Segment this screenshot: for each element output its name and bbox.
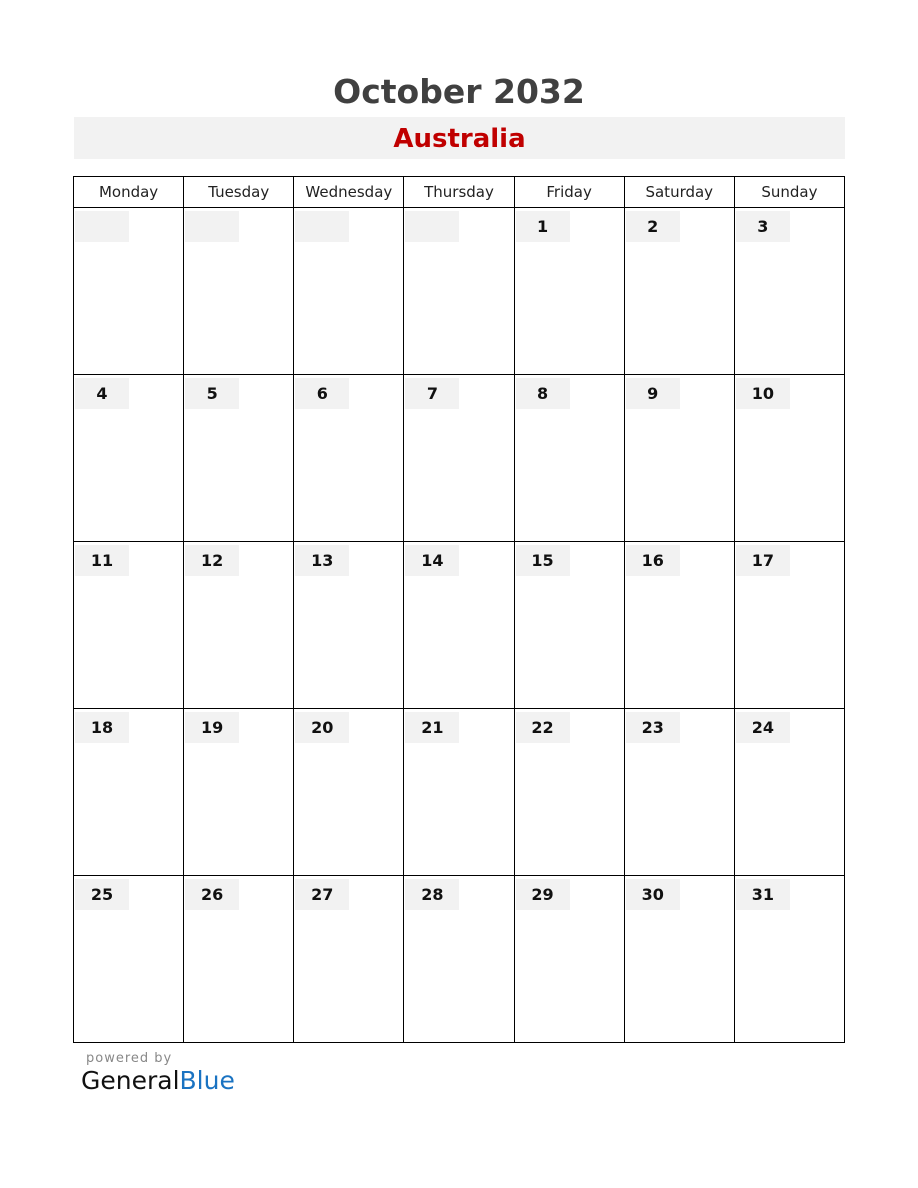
day-cell[interactable] — [74, 542, 184, 709]
day-cell[interactable] — [624, 375, 734, 542]
day-number: 20 — [295, 712, 349, 743]
day-cell[interactable] — [514, 542, 624, 709]
day-number: 7 — [405, 378, 459, 409]
day-number: 24 — [736, 712, 790, 743]
day-number: 3 — [736, 211, 790, 242]
day-number: 14 — [405, 545, 459, 576]
day-cell[interactable] — [74, 876, 184, 1043]
weekday-header: Wednesday — [294, 177, 404, 208]
generalblue-logo[interactable] — [81, 1066, 235, 1095]
day-cell[interactable] — [514, 709, 624, 876]
weekday-header: Tuesday — [184, 177, 294, 208]
day-cell[interactable] — [734, 375, 844, 542]
day-cell[interactable] — [514, 876, 624, 1043]
day-number: 15 — [516, 545, 570, 576]
day-cell[interactable] — [294, 208, 404, 375]
day-number: 8 — [516, 378, 570, 409]
country-banner — [74, 117, 845, 159]
day-number: 1 — [516, 211, 570, 242]
day-cell[interactable] — [294, 709, 404, 876]
weekday-header: Saturday — [624, 177, 734, 208]
day-number: 13 — [295, 545, 349, 576]
day-number: 21 — [405, 712, 459, 743]
day-number — [295, 211, 349, 242]
day-cell[interactable] — [624, 208, 734, 375]
day-number: 25 — [75, 879, 129, 910]
day-cell[interactable] — [624, 876, 734, 1043]
day-number: 17 — [736, 545, 790, 576]
day-number: 31 — [736, 879, 790, 910]
day-cell[interactable] — [624, 709, 734, 876]
brand-general: General — [81, 1066, 180, 1095]
day-number: 2 — [626, 211, 680, 242]
weekday-header: Friday — [514, 177, 624, 208]
week-row — [74, 542, 845, 709]
brand-blue: Blue — [179, 1066, 235, 1095]
powered-by-label: powered by — [86, 1051, 173, 1066]
day-cell[interactable] — [404, 375, 514, 542]
day-number: 9 — [626, 378, 680, 409]
weekday-header: Sunday — [734, 177, 844, 208]
country-name: Australia — [393, 124, 526, 154]
weekday-header: Thursday — [404, 177, 514, 208]
day-number: 10 — [736, 378, 790, 409]
day-number: 6 — [295, 378, 349, 409]
day-number — [405, 211, 459, 242]
day-cell[interactable] — [184, 375, 294, 542]
day-cell[interactable] — [734, 876, 844, 1043]
day-cell[interactable] — [404, 876, 514, 1043]
day-cell[interactable] — [294, 542, 404, 709]
weekday-header: Monday — [74, 177, 184, 208]
week-row — [74, 876, 845, 1043]
day-number: 16 — [626, 545, 680, 576]
day-number: 30 — [626, 879, 680, 910]
day-cell[interactable] — [514, 375, 624, 542]
week-row — [74, 375, 845, 542]
day-cell[interactable] — [404, 208, 514, 375]
day-number: 29 — [516, 879, 570, 910]
day-cell[interactable] — [294, 876, 404, 1043]
week-row — [74, 709, 845, 876]
day-cell[interactable] — [734, 208, 844, 375]
page-title: October 2032 — [333, 72, 585, 111]
day-cell[interactable] — [184, 876, 294, 1043]
day-cell[interactable] — [294, 375, 404, 542]
day-cell[interactable] — [74, 375, 184, 542]
day-number: 12 — [185, 545, 239, 576]
day-number: 27 — [295, 879, 349, 910]
day-number: 26 — [185, 879, 239, 910]
day-cell[interactable] — [404, 709, 514, 876]
day-cell[interactable] — [74, 709, 184, 876]
day-cell[interactable] — [74, 208, 184, 375]
day-number: 23 — [626, 712, 680, 743]
day-number — [185, 211, 239, 242]
day-cell[interactable] — [404, 542, 514, 709]
day-number: 11 — [75, 545, 129, 576]
day-number: 4 — [75, 378, 129, 409]
week-row — [74, 208, 845, 375]
day-number: 19 — [185, 712, 239, 743]
day-number: 22 — [516, 712, 570, 743]
day-number: 5 — [185, 378, 239, 409]
day-number: 18 — [75, 712, 129, 743]
day-cell[interactable] — [624, 542, 734, 709]
day-cell[interactable] — [734, 709, 844, 876]
day-cell[interactable] — [184, 542, 294, 709]
day-cell[interactable] — [514, 208, 624, 375]
day-number: 28 — [405, 879, 459, 910]
day-cell[interactable] — [184, 208, 294, 375]
day-number — [75, 211, 129, 242]
calendar-grid — [73, 176, 845, 1043]
day-cell[interactable] — [184, 709, 294, 876]
day-cell[interactable] — [734, 542, 844, 709]
